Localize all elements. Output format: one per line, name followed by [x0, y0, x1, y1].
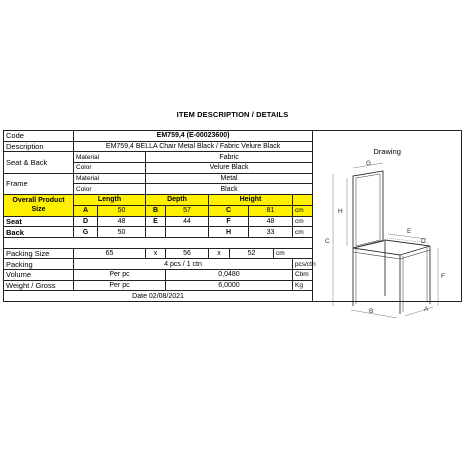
seat-back-color-label: Color	[74, 163, 146, 174]
chair-drawing	[323, 156, 453, 316]
chair-seat	[353, 240, 430, 255]
dim-e-value: 44	[166, 216, 209, 227]
code-label: Code	[4, 131, 74, 142]
dim-a-value: 50	[98, 205, 146, 216]
dim-g-value: 50	[98, 227, 146, 238]
frame-material-label: Material	[74, 173, 146, 184]
weight-value: 6,0000	[166, 280, 293, 291]
packing-label: Packing	[4, 259, 74, 270]
overall-unit: cm	[293, 205, 313, 216]
chair-seat-bottom	[353, 250, 430, 259]
volume-per: Per pc	[74, 269, 166, 280]
overall-size-label-line2: Size	[31, 206, 46, 214]
packing-size-label: Packing Size	[4, 248, 74, 259]
weight-label: Weight / Gross	[4, 280, 74, 291]
frame-material-value: Metal	[146, 173, 313, 184]
overall-blank-unit	[293, 195, 313, 206]
height-header: Height	[209, 195, 293, 206]
document-title: ITEM DESCRIPTION / DETAILS	[176, 110, 289, 119]
packing-unit: pcs/ctn	[293, 259, 313, 270]
drawing-letter-b: B	[369, 308, 374, 315]
code-value: EM759,4 (E-00023600)	[74, 131, 313, 142]
dim-b-value: 57	[166, 205, 209, 216]
drawing-letter-h: H	[338, 208, 343, 215]
dim-c-value: 81	[249, 205, 293, 216]
seat-back-label: Seat & Back	[4, 152, 74, 173]
frame-color-label: Color	[74, 184, 146, 195]
dim-a-letter: A	[74, 205, 98, 216]
dim-f-letter: F	[209, 216, 249, 227]
overall-size-label	[4, 195, 74, 216]
packing-size-v1: 65	[74, 248, 146, 259]
volume-unit: Cbm	[293, 269, 313, 280]
packing-size-x2: x	[209, 248, 230, 259]
frame-color-value: Black	[146, 184, 313, 195]
dim-h-value: 33	[249, 227, 293, 238]
dim-b-letter: B	[146, 205, 166, 216]
back-unit: cm	[293, 227, 313, 238]
packing-size-unit: cm	[274, 248, 313, 259]
volume-value: 0,0480	[166, 269, 293, 280]
seat-dim-label: Seat	[4, 216, 74, 227]
drawing-letter-e: E	[407, 228, 412, 235]
packing-size-x1: x	[146, 248, 166, 259]
chair-back-frame	[353, 171, 383, 248]
chair-back-rail	[356, 174, 380, 246]
dim-f-value: 48	[249, 216, 293, 227]
spec-table	[3, 130, 462, 315]
seat-back-material-label: Material	[74, 152, 146, 163]
length-header: Length	[74, 195, 146, 206]
drawing-letter-f: F	[441, 273, 446, 280]
weight-unit: Kg	[293, 280, 313, 291]
frame-label: Frame	[4, 173, 74, 194]
packing-size-v3: 52	[230, 248, 274, 259]
code-row	[4, 131, 462, 142]
back-dim-label: Back	[4, 227, 74, 238]
date-value: Date 02/08/2021	[4, 291, 313, 302]
seat-back-color-value: Velure Black	[146, 163, 313, 174]
dim-g-letter: G	[74, 227, 98, 238]
dim-c-letter: C	[209, 205, 249, 216]
drawing-letter-g: G	[366, 160, 372, 167]
description-value: EM759,4 BELLA Chair Metal Black / Fabric Velure Black	[74, 141, 313, 152]
drawing-label: Drawing	[373, 147, 401, 156]
volume-label: Volume	[4, 269, 74, 280]
depth-header: Depth	[146, 195, 209, 206]
drawing-letter-c: C	[325, 238, 330, 245]
dim-d-letter: D	[74, 216, 98, 227]
packing-value: 4 pcs / 1 ctn	[74, 259, 293, 270]
description-label: Description	[4, 141, 74, 152]
drawing-letter-a: A	[424, 306, 429, 313]
dim-e-letter: E	[146, 216, 166, 227]
dim-d-value: 48	[98, 216, 146, 227]
drawing-cell	[313, 131, 462, 315]
overall-size-label-line1: Overall Product	[12, 197, 65, 205]
seat-unit: cm	[293, 216, 313, 227]
weight-per: Per pc	[74, 280, 166, 291]
packing-size-v2: 56	[166, 248, 209, 259]
dim-h-letter: H	[209, 227, 249, 238]
seat-back-material-value: Fabric	[146, 152, 313, 163]
drawing-letter-d: D	[421, 238, 426, 245]
